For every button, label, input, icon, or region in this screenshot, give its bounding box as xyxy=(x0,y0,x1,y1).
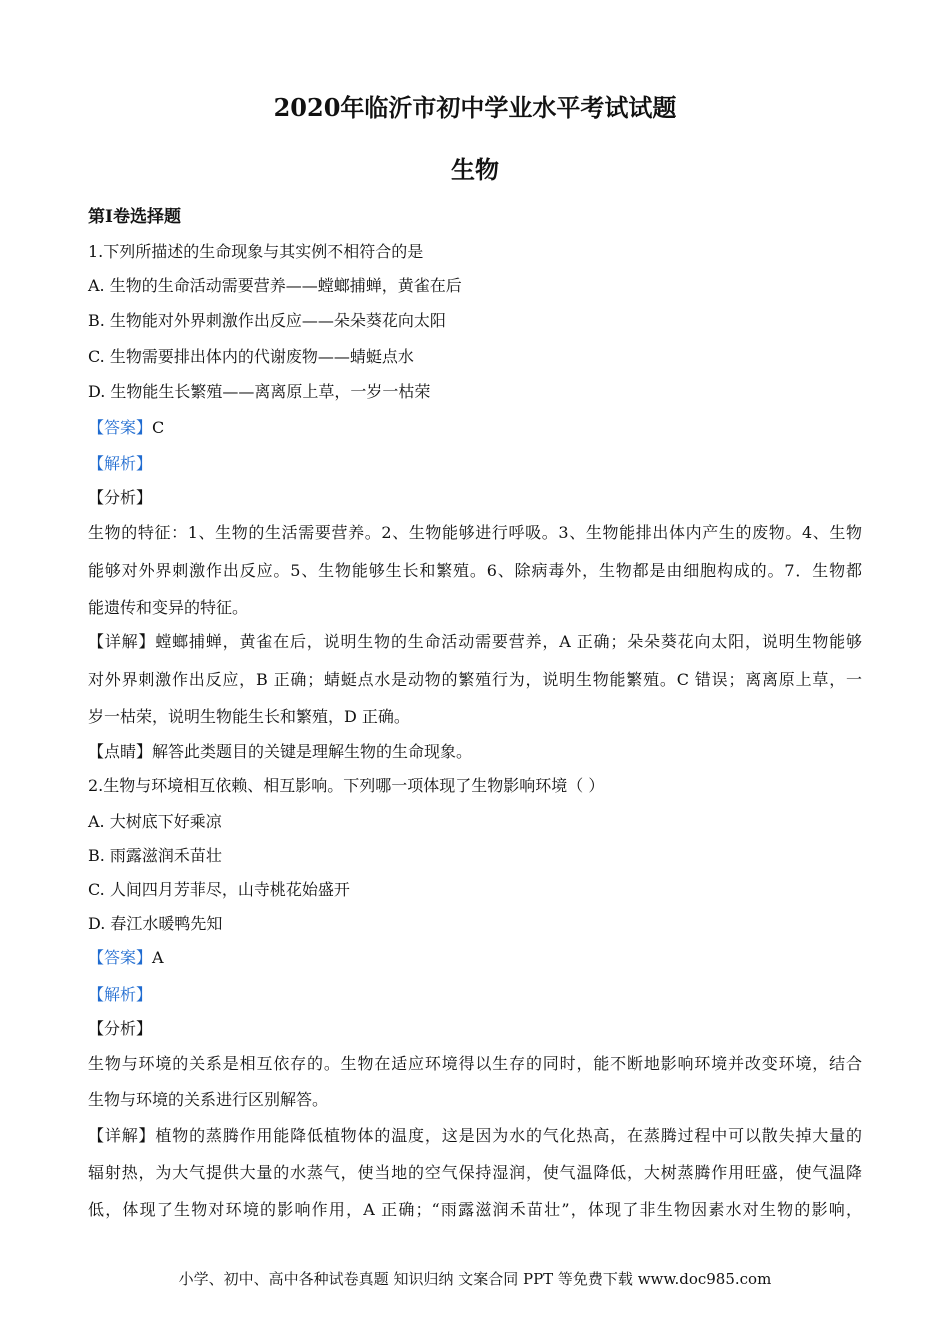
question-1-answer xyxy=(88,418,862,438)
document-title: 2020年临沂市初中学业水平考试试题 xyxy=(273,93,677,122)
page-footer: 小学、初中、高中各种试卷真题 知识归纳 文案合同 PPT 等免费下载 www.doc985.com xyxy=(178,1270,772,1288)
question-2-jiexi-label: 【解析】 xyxy=(88,985,153,1004)
answer-value: C xyxy=(152,418,165,437)
question-2-stem: 2.生物与环境相互依赖、相互影响。下列哪一项体现了生物影响环境（ ） xyxy=(88,776,605,795)
question-1-option-b: B. 生物能对外界刺激作出反应——朵朵葵花向太阳 xyxy=(88,311,446,330)
question-1-detail-line: 岁一枯荣，说明生物能生长和繁殖，D 正确。 xyxy=(88,707,410,726)
question-2-analysis-line: 生物与环境的关系进行区别解答。 xyxy=(88,1090,329,1109)
question-1-analysis-line: 生物的特征：1、生物的生活需要营养。2、生物能够进行呼吸。3、生物能排出体内产生的废物。4、生物 xyxy=(88,523,862,542)
subject-title: 生物 xyxy=(451,155,499,184)
question-1-dianjing: 【点睛】解答此类题目的关键是理解生物的生命现象。 xyxy=(88,742,473,761)
question-1-option-c: C. 生物需要排出体内的代谢废物——蜻蜓点水 xyxy=(88,347,414,366)
question-2-option-b: B. 雨露滋润禾苗壮 xyxy=(88,846,222,865)
question-2-fenxi-label: 【分析】 xyxy=(88,1019,153,1038)
question-1-analysis-line: 能够对外界刺激作出反应。5、生物能够生长和繁殖。6、除病毒外，生物都是由细胞构成的。7．生物都 xyxy=(88,561,862,580)
question-2-analysis-line: 生物与环境的关系是相互依存的。生物在适应环境得以生存的同时，能不断地影响环境并改变环境，结合 xyxy=(88,1054,862,1073)
question-1-detail-line: 【详解】螳螂捕蝉，黄雀在后，说明生物的生命活动需要营养，A 正确；朵朵葵花向太阳，说明生物能够 xyxy=(88,632,862,651)
answer-label: 【答案】 xyxy=(88,418,153,437)
question-2-option-d: D. 春江水暖鸭先知 xyxy=(88,914,223,933)
question-2-detail-line: 低，体现了生物对环境的影响作用，A 正确；“雨露滋润禾苗壮”，体现了非生物因素水对生物的影响， xyxy=(88,1200,862,1219)
question-2-option-c: C. 人间四月芳菲尽，山寺桃花始盛开 xyxy=(88,880,350,899)
question-2-detail-line: 【详解】植物的蒸腾作用能降低植物体的温度，这是因为水的气化热高，在蒸腾过程中可以散失掉大量的 xyxy=(88,1126,862,1145)
section-heading: 第Ⅰ卷选择题 xyxy=(88,207,181,227)
question-2-option-a: A. 大树底下好乘凉 xyxy=(88,812,222,831)
question-1-stem: 1.下列所描述的生命现象与其实例不相符合的是 xyxy=(88,242,424,261)
question-1-analysis-line: 能遗传和变异的特征。 xyxy=(88,598,249,617)
answer-label: 【答案】 xyxy=(88,948,153,967)
question-2-detail-line: 辐射热，为大气提供大量的水蒸气，使当地的空气保持湿润，使气温降低，大树蒸腾作用旺盛，使气温降 xyxy=(88,1163,862,1182)
question-1-detail-line: 对外界刺激作出反应，B 正确；蜻蜓点水是动物的繁殖行为，说明生物能繁殖。C 错误；离离原上草，一 xyxy=(88,670,862,689)
question-1-option-d: D. 生物能生长繁殖——离离原上草，一岁一枯荣 xyxy=(88,382,431,401)
question-1-fenxi-label: 【分析】 xyxy=(88,488,153,507)
question-1-option-a: A. 生物的生命活动需要营养——螳螂捕蝉，黄雀在后 xyxy=(88,276,462,295)
question-1-jiexi-label: 【解析】 xyxy=(88,454,153,473)
question-2-answer xyxy=(88,948,862,968)
answer-value: A xyxy=(152,948,164,967)
